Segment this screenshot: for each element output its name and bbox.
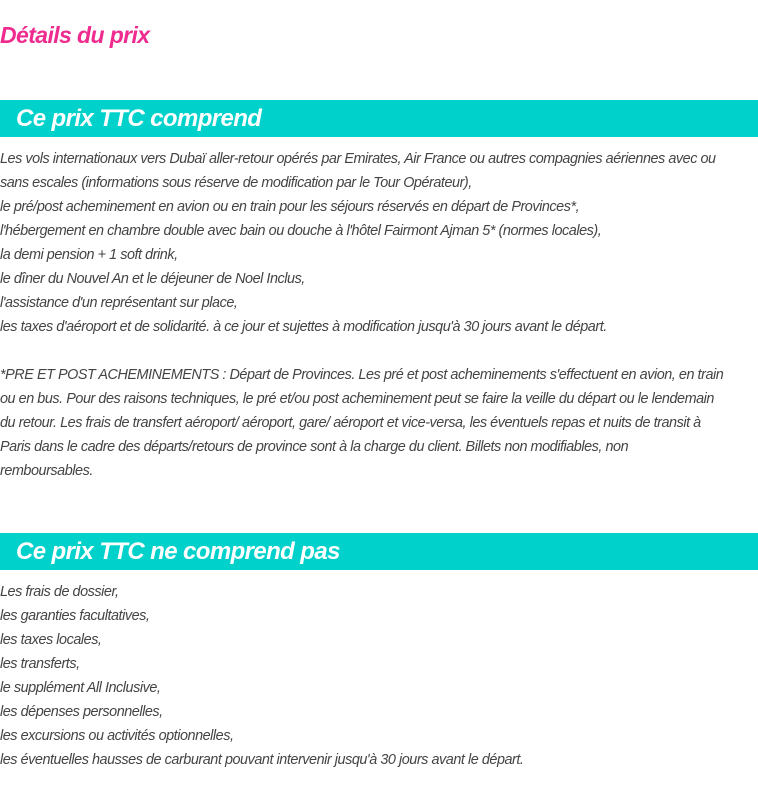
excluded-item: les garanties facultatives, bbox=[0, 608, 150, 624]
pre-post-transport-note bbox=[0, 363, 758, 483]
excluded-item: les taxes locales, bbox=[0, 632, 102, 648]
excluded-item: les dépenses personnelles, bbox=[0, 704, 163, 720]
included-item: le dîner du Nouvel An et le déjeuner de Noel Inclus, bbox=[0, 271, 305, 287]
included-list bbox=[0, 147, 758, 339]
included-heading-band bbox=[0, 100, 758, 137]
note-line: ou en bus. Pour des raisons techniques, le pré et/ou post acheminement peut se faire la veille du départ ou le lendemain bbox=[0, 391, 714, 407]
excluded-heading-band bbox=[0, 533, 758, 570]
excluded-item: les transferts, bbox=[0, 656, 80, 672]
included-item: l'assistance d'un représentant sur place, bbox=[0, 295, 238, 311]
note-line: Paris dans le cadre des départs/retours de province sont à la charge du client. Billets non modifiables, non bbox=[0, 439, 629, 455]
excluded-list bbox=[0, 580, 758, 772]
included-item: l'hébergement en chambre double avec bain ou douche à l'hôtel Fairmont Ajman 5* (normes locales), bbox=[0, 223, 602, 239]
page-title: Détails du prix bbox=[0, 22, 150, 48]
included-item: sans escales (informations sous réserve de modification par le Tour Opérateur), bbox=[0, 175, 472, 191]
note-line: remboursables. bbox=[0, 463, 93, 479]
excluded-item: Les frais de dossier, bbox=[0, 584, 119, 600]
excluded-item: les excursions ou activités optionnelles, bbox=[0, 728, 234, 744]
note-line: *PRE ET POST ACHEMINEMENTS : Départ de Provinces. Les pré et post acheminements s'effectuent en avion, en train bbox=[0, 367, 724, 383]
note-line: du retour. Les frais de transfert aéroport/ aéroport, gare/ aéroport et vice-versa, les éventuels repas et nuits de transit à bbox=[0, 415, 701, 431]
excluded-item: les éventuelles hausses de carburant pouvant intervenir jusqu'à 30 jours avant le départ. bbox=[0, 752, 524, 768]
included-item: le pré/post acheminement en avion ou en train pour les séjours réservés en départ de Provinces*, bbox=[0, 199, 580, 215]
excluded-heading: Ce prix TTC ne comprend pas bbox=[16, 538, 340, 565]
excluded-item: le supplément All Inclusive, bbox=[0, 680, 161, 696]
included-heading: Ce prix TTC comprend bbox=[16, 105, 262, 132]
included-item: les taxes d'aéroport et de solidarité. à ce jour et sujettes à modification jusqu'à 30 jours avant le départ. bbox=[0, 319, 607, 335]
included-item: Les vols internationaux vers Dubaï aller-retour opérés par Emirates, Air France ou autres compagnies aériennes avec ou bbox=[0, 151, 716, 167]
included-item: la demi pension + 1 soft drink, bbox=[0, 247, 178, 263]
